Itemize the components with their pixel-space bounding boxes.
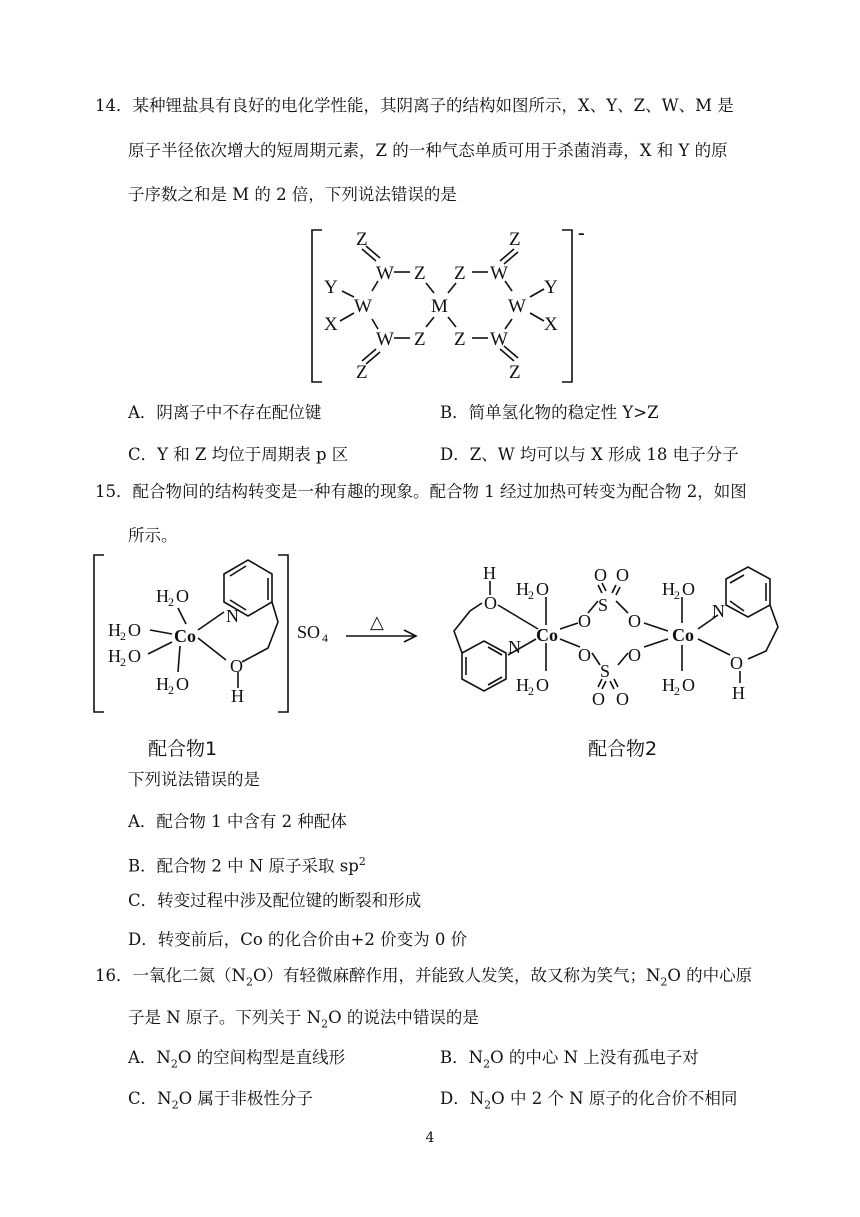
q16-option-a: A．$N_2O$ 的空间构型是直线形 (128, 1048, 346, 1071)
heat-symbol: △ (370, 612, 384, 632)
svg-text:H: H (108, 620, 121, 640)
svg-text:Z: Z (454, 263, 466, 284)
svg-text:O: O (682, 675, 695, 695)
complex-2-caption: 配合物2 (588, 738, 658, 760)
svg-text:Y: Y (544, 277, 558, 298)
svg-text:O: O (578, 645, 591, 665)
svg-text:X: X (544, 314, 558, 335)
svg-text:O: O (682, 579, 695, 599)
complex-2-structure (440, 555, 800, 720)
svg-text:H: H (662, 675, 675, 695)
svg-text:Z: Z (414, 263, 426, 284)
q16-line-1: 16．一氧化二氮$(N_2O)$有轻微麻醉作用，并能致人发笑，故又称为笑气；$N_2O$ 的中心原 (95, 966, 753, 989)
svg-text:N: N (226, 606, 239, 626)
svg-text:W: W (354, 296, 372, 317)
svg-text:2: 2 (168, 683, 174, 697)
q14-option-b: B．简单氢化物的稳定性 Y>Z (440, 403, 659, 422)
q15-line-2: 所示。 (128, 526, 178, 545)
svg-text:Z: Z (414, 329, 426, 350)
svg-text:H: H (516, 579, 529, 599)
svg-text:O: O (616, 565, 629, 585)
svg-text:N: N (712, 601, 725, 621)
q14-option-a: A．阴离子中不存在配位键 (128, 403, 322, 422)
svg-text:N: N (508, 637, 521, 657)
svg-text:Y: Y (324, 277, 338, 298)
svg-text:Co: Co (174, 626, 196, 646)
svg-text:SO: SO (297, 622, 321, 642)
svg-text:Z: Z (454, 329, 466, 350)
svg-text:O: O (730, 653, 743, 673)
svg-text:M: M (431, 296, 448, 317)
q15-prompt: 下列说法错误的是 (128, 770, 260, 789)
svg-text:O: O (230, 656, 243, 676)
q16-option-c: C．$N_2O$ 属于非极性分子 (128, 1089, 313, 1112)
q16-option-d: D．$N_2O$ 中 2 个 N 原子的化合价不相同 (440, 1089, 738, 1112)
q16-line-2: 子是 N 原子。下列关于 $N_2O$ 的说法中错误的是 (128, 1008, 479, 1031)
svg-text:H: H (231, 686, 244, 706)
svg-text:H: H (732, 683, 745, 703)
complex-1-caption: 配合物1 (148, 738, 218, 760)
q14-line-3: 子序数之和是 M 的 2 倍，下列说法错误的是 (128, 185, 457, 204)
q14-line-2: 原子半径依次增大的短周期元素，Z 的一种气态单质可用于杀菌消毒，X 和 Y 的原 (128, 141, 728, 160)
q16-option-b: B．$N_2O$ 的中心 N 上没有孤电子对 (440, 1048, 699, 1071)
svg-text:O: O (536, 579, 549, 599)
q15-option-c: C．转变过程中涉及配位键的断裂和形成 (128, 891, 422, 910)
page-number: 4 (425, 1130, 435, 1146)
svg-text:O: O (592, 689, 605, 709)
svg-text:4: 4 (322, 631, 328, 645)
svg-text:W: W (490, 263, 508, 284)
svg-text:O: O (594, 565, 607, 585)
anion-charge: - (578, 225, 585, 244)
svg-text:H: H (108, 646, 121, 666)
q15-option-b: B．配合物 2 中 N 原子采取 $sp^2$ (128, 855, 366, 876)
svg-text:W: W (376, 263, 394, 284)
complex-1-structure (90, 550, 350, 720)
svg-text:Co: Co (536, 625, 558, 645)
svg-text:2: 2 (120, 629, 126, 643)
svg-text:H: H (156, 674, 169, 694)
svg-text:H: H (483, 563, 496, 583)
svg-text:H: H (516, 675, 529, 695)
svg-text:S: S (600, 661, 611, 681)
svg-text:W: W (376, 329, 394, 350)
svg-text:W: W (490, 329, 508, 350)
svg-text:2: 2 (120, 655, 126, 669)
svg-text:2: 2 (674, 588, 680, 602)
q15-option-a: A．配合物 1 中含有 2 种配体 (128, 812, 347, 831)
q15-line-1: 15．配合物间的结构转变是一种有趣的现象。配合物 1 经过加热可转变为配合物 2，如图 (95, 482, 747, 501)
svg-text:Z: Z (509, 229, 521, 250)
svg-text:O: O (578, 611, 591, 631)
svg-text:O: O (176, 674, 189, 694)
svg-text:2: 2 (168, 595, 174, 609)
svg-text:Z: Z (509, 362, 521, 383)
q14-option-c: C．Y 和 Z 均位于周期表 p 区 (128, 445, 349, 464)
svg-text:Co: Co (672, 625, 694, 645)
svg-text:2: 2 (528, 588, 534, 602)
svg-text:O: O (128, 620, 141, 640)
svg-text:O: O (628, 645, 641, 665)
svg-text:W: W (508, 296, 526, 317)
svg-text:O: O (628, 611, 641, 631)
q15-option-d: D．转变前后，Co 的化合价由+2 价变为 0 价 (128, 930, 468, 949)
svg-text:S: S (598, 595, 609, 615)
svg-text:Z: Z (356, 362, 368, 383)
svg-text:O: O (128, 646, 141, 666)
svg-text:O: O (536, 675, 549, 695)
svg-text:O: O (616, 689, 629, 709)
q14-anion-structure (300, 225, 600, 390)
svg-text:H: H (156, 586, 169, 606)
svg-text:2: 2 (674, 684, 680, 698)
svg-text:O: O (484, 593, 497, 613)
svg-text:O: O (176, 586, 189, 606)
svg-text:2: 2 (528, 684, 534, 698)
svg-text:H: H (662, 579, 675, 599)
svg-text:X: X (324, 314, 338, 335)
heating-arrow (342, 610, 422, 650)
q14-option-d: D．Z、W 均可以与 X 形成 18 电子分子 (440, 445, 739, 464)
svg-text:Z: Z (356, 229, 368, 250)
q14-line-1: 14．某种锂盐具有良好的电化学性能，其阴离子的结构如图所示，X、Y、Z、W、M 是 (95, 96, 734, 115)
